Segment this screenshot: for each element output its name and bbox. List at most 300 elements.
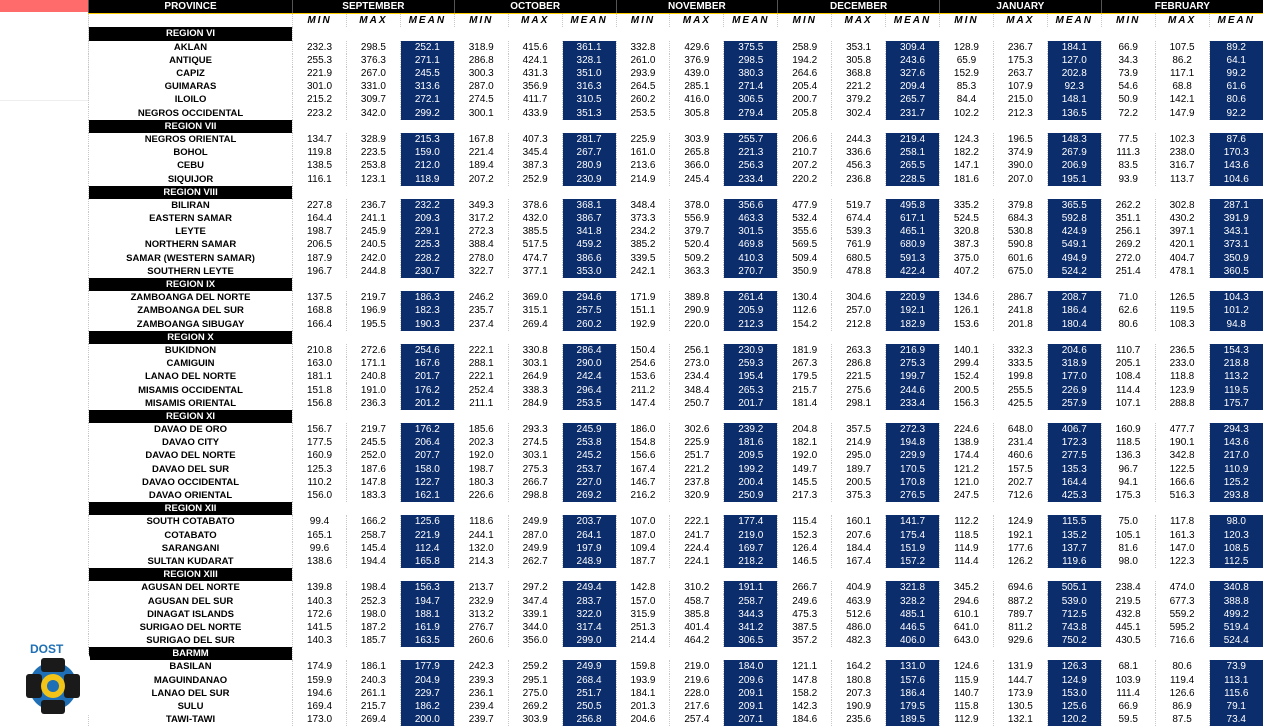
cell-min: 114.4 xyxy=(939,555,993,568)
cell-max: 187.6 xyxy=(346,463,400,476)
cell-min: 181.6 xyxy=(939,172,993,185)
cell-mean: 176.2 xyxy=(400,423,454,436)
cell-min: 115.9 xyxy=(939,674,993,687)
cell-min: 355.6 xyxy=(778,225,832,238)
cell-max: 478.8 xyxy=(832,265,886,278)
cell-min: 121.1 xyxy=(778,660,832,673)
cell-max: 245.9 xyxy=(346,225,400,238)
cell-mean: 252.1 xyxy=(400,41,454,54)
cell-max: 285.1 xyxy=(670,80,724,93)
cell-max: 357.5 xyxy=(832,423,886,436)
stat-header-max: MAX xyxy=(832,14,886,28)
cell-max: 929.6 xyxy=(993,634,1047,647)
stat-header-min: MIN xyxy=(293,14,347,28)
cell-min: 105.1 xyxy=(1101,529,1155,542)
cell-mean: 469.8 xyxy=(724,238,778,251)
cell-min: 187.7 xyxy=(616,555,670,568)
cell-min: 150.4 xyxy=(616,344,670,357)
cell-max: 212.3 xyxy=(993,107,1047,120)
cell-max: 240.3 xyxy=(346,674,400,687)
cell-mean: 306.5 xyxy=(724,634,778,647)
cell-mean: 119.5 xyxy=(1209,383,1263,396)
table-row xyxy=(89,700,1264,713)
cell-max: 228.0 xyxy=(670,687,724,700)
cell-max: 274.5 xyxy=(508,436,562,449)
cell-mean: 249.4 xyxy=(562,581,616,594)
cell-max: 675.0 xyxy=(993,265,1047,278)
cell-min: 322.7 xyxy=(454,265,508,278)
cell-max: 236.5 xyxy=(1155,344,1209,357)
cell-min: 156.8 xyxy=(293,397,347,410)
cell-max: 377.1 xyxy=(508,265,562,278)
cell-mean: 306.5 xyxy=(724,93,778,106)
cell-min: 181.9 xyxy=(778,344,832,357)
cell-mean: 391.9 xyxy=(1209,212,1263,225)
cell-max: 474.0 xyxy=(1155,581,1209,594)
cell-max: 252.3 xyxy=(346,594,400,607)
cell-mean: 368.1 xyxy=(562,199,616,212)
cell-max: 433.9 xyxy=(508,107,562,120)
cell-min: 85.3 xyxy=(939,80,993,93)
cell-mean: 219.4 xyxy=(886,133,940,146)
cell-min: 200.7 xyxy=(778,93,832,106)
cell-mean: 186.4 xyxy=(1047,304,1101,317)
cell-min: 194.6 xyxy=(293,687,347,700)
cell-min: 204.6 xyxy=(616,713,670,726)
cell-min: 172.6 xyxy=(293,608,347,621)
cell-max: 207.0 xyxy=(993,172,1047,185)
cell-min: 213.7 xyxy=(454,581,508,594)
cell-max: 431.3 xyxy=(508,67,562,80)
cell-min: 205.8 xyxy=(778,107,832,120)
cell-max: 463.9 xyxy=(832,594,886,607)
cell-min: 152.9 xyxy=(939,67,993,80)
cell-max: 241.7 xyxy=(670,529,724,542)
cell-min: 193.9 xyxy=(616,674,670,687)
cell-mean: 276.5 xyxy=(886,489,940,502)
cell-mean: 495.8 xyxy=(886,199,940,212)
cell-max: 255.5 xyxy=(993,383,1047,396)
cell-max: 407.3 xyxy=(508,133,562,146)
cell-mean: 617.1 xyxy=(886,212,940,225)
cell-max: 122.5 xyxy=(1155,463,1209,476)
cell-max: 245.4 xyxy=(670,172,724,185)
cell-min: 65.9 xyxy=(939,54,993,67)
cell-min: 118.6 xyxy=(454,515,508,528)
cell-min: 110.2 xyxy=(293,476,347,489)
cell-max: 338.3 xyxy=(508,383,562,396)
cell-mean: 94.8 xyxy=(1209,318,1263,331)
cell-min: 98.0 xyxy=(1101,555,1155,568)
cell-max: 252.0 xyxy=(346,449,400,462)
cell-max: 144.7 xyxy=(993,674,1047,687)
cell-min: 111.4 xyxy=(1101,687,1155,700)
cell-min: 301.0 xyxy=(293,80,347,93)
province-name: DAVAO ORIENTAL xyxy=(89,489,293,502)
cell-min: 211.1 xyxy=(454,397,508,410)
cell-mean: 233.4 xyxy=(886,397,940,410)
cell-max: 198.0 xyxy=(346,608,400,621)
cell-max: 684.3 xyxy=(993,212,1047,225)
province-name: DAVAO CITY xyxy=(89,436,293,449)
cell-mean: 265.3 xyxy=(724,383,778,396)
province-name: GUIMARAS xyxy=(89,80,293,93)
cell-max: 811.2 xyxy=(993,621,1047,634)
cell-min: 226.6 xyxy=(454,489,508,502)
cell-mean: 254.6 xyxy=(400,344,454,357)
cell-min: 94.1 xyxy=(1101,476,1155,489)
cell-min: 430.5 xyxy=(1101,634,1155,647)
cell-min: 166.4 xyxy=(293,318,347,331)
cell-mean: 188.1 xyxy=(400,608,454,621)
cell-min: 242.3 xyxy=(454,660,508,673)
province-name: DINAGAT ISLANDS xyxy=(89,608,293,621)
cell-mean: 207.1 xyxy=(724,713,778,726)
cell-max: 304.6 xyxy=(832,291,886,304)
month-header: JANUARY xyxy=(939,0,1101,14)
cell-mean: 221.9 xyxy=(400,529,454,542)
province-name: SULU xyxy=(89,700,293,713)
cell-min: 114.9 xyxy=(939,542,993,555)
table-row xyxy=(89,515,1264,528)
region-row-spacer xyxy=(293,278,1263,291)
month-header: DECEMBER xyxy=(778,0,940,14)
table-row xyxy=(89,172,1264,185)
province-name: DAVAO DEL NORTE xyxy=(89,449,293,462)
cell-mean: 162.1 xyxy=(400,489,454,502)
cell-min: 154.2 xyxy=(778,318,832,331)
province-name: DAVAO DEL SUR xyxy=(89,463,293,476)
cell-max: 256.1 xyxy=(670,344,724,357)
cell-max: 404.7 xyxy=(1155,252,1209,265)
province-name: ILOILO xyxy=(89,93,293,106)
cell-min: 385.2 xyxy=(616,238,670,251)
cell-min: 132.0 xyxy=(454,542,508,555)
cell-min: 299.4 xyxy=(939,357,993,370)
cell-max: 509.2 xyxy=(670,252,724,265)
cell-min: 128.9 xyxy=(939,41,993,54)
cell-mean: 318.9 xyxy=(1047,357,1101,370)
cell-mean: 180.4 xyxy=(1047,318,1101,331)
cell-max: 207.3 xyxy=(832,687,886,700)
month-header: SEPTEMBER xyxy=(293,0,455,14)
cell-max: 328.9 xyxy=(346,133,400,146)
stat-header-max: MAX xyxy=(993,14,1047,28)
table-row xyxy=(89,555,1264,568)
cell-min: 532.4 xyxy=(778,212,832,225)
cell-mean: 328.2 xyxy=(886,594,940,607)
cell-min: 121.2 xyxy=(939,463,993,476)
cell-mean: 259.3 xyxy=(724,357,778,370)
cell-max: 175.3 xyxy=(993,54,1047,67)
cell-min: 192.0 xyxy=(778,449,832,462)
cell-mean: 113.2 xyxy=(1209,370,1263,383)
cell-max: 147.0 xyxy=(1155,542,1209,555)
cell-min: 375.0 xyxy=(939,252,993,265)
cell-min: 119.8 xyxy=(293,146,347,159)
cell-max: 236.7 xyxy=(346,199,400,212)
cell-mean: 143.6 xyxy=(1209,159,1263,172)
cell-max: 379.7 xyxy=(670,225,724,238)
cell-max: 376.3 xyxy=(346,54,400,67)
cell-max: 102.3 xyxy=(1155,133,1209,146)
cell-mean: 218.8 xyxy=(1209,357,1263,370)
cell-mean: 200.0 xyxy=(400,713,454,726)
cell-mean: 159.0 xyxy=(400,146,454,159)
cell-max: 287.0 xyxy=(508,529,562,542)
cell-max: 244.3 xyxy=(832,133,886,146)
cell-min: 239.4 xyxy=(454,700,508,713)
cell-min: 225.9 xyxy=(616,133,670,146)
cell-max: 212.8 xyxy=(832,318,886,331)
table-row xyxy=(89,370,1264,383)
cell-mean: 225.3 xyxy=(400,238,454,251)
cell-max: 214.9 xyxy=(832,436,886,449)
cell-max: 348.4 xyxy=(670,383,724,396)
cell-min: 152.3 xyxy=(778,529,832,542)
cell-mean: 215.3 xyxy=(400,133,454,146)
cell-mean: 425.3 xyxy=(1047,489,1101,502)
cell-max: 269.4 xyxy=(508,318,562,331)
cell-mean: 712.5 xyxy=(1047,608,1101,621)
cell-mean: 199.2 xyxy=(724,463,778,476)
cell-max: 119.5 xyxy=(1155,304,1209,317)
cell-mean: 209.6 xyxy=(724,674,778,687)
table-row xyxy=(89,542,1264,555)
cell-mean: 219.0 xyxy=(724,529,778,542)
cell-min: 387.3 xyxy=(939,238,993,251)
cell-mean: 191.1 xyxy=(724,581,778,594)
province-name: ZAMBOANGA DEL SUR xyxy=(89,304,293,317)
cell-mean: 209.1 xyxy=(724,700,778,713)
cell-mean: 386.6 xyxy=(562,252,616,265)
cell-mean: 265.5 xyxy=(886,159,940,172)
cell-min: 137.5 xyxy=(293,291,347,304)
cell-max: 202.7 xyxy=(993,476,1047,489)
cell-min: 205.4 xyxy=(778,80,832,93)
cell-min: 159.8 xyxy=(616,660,670,673)
cell-mean: 283.7 xyxy=(562,594,616,607)
province-name: CEBU xyxy=(89,159,293,172)
cell-max: 241.8 xyxy=(993,304,1047,317)
cell-mean: 201.7 xyxy=(724,397,778,410)
cell-mean: 277.5 xyxy=(1047,449,1101,462)
cell-max: 219.7 xyxy=(346,291,400,304)
cell-max: 267.0 xyxy=(346,67,400,80)
cell-min: 287.0 xyxy=(454,80,508,93)
cell-mean: 229.7 xyxy=(400,687,454,700)
cell-mean: 190.3 xyxy=(400,318,454,331)
cell-min: 59.5 xyxy=(1101,713,1155,726)
region-row-spacer xyxy=(293,647,1263,660)
cell-max: 456.3 xyxy=(832,159,886,172)
cell-mean: 380.3 xyxy=(724,67,778,80)
cell-max: 887.2 xyxy=(993,594,1047,607)
cell-max: 122.3 xyxy=(1155,555,1209,568)
cell-max: 249.9 xyxy=(508,515,562,528)
table-row xyxy=(89,212,1264,225)
region-label: REGION VI xyxy=(89,27,293,40)
cell-mean: 186.2 xyxy=(400,700,454,713)
cell-mean: 258.7 xyxy=(724,594,778,607)
cell-min: 134.6 xyxy=(939,291,993,304)
cell-max: 145.4 xyxy=(346,542,400,555)
cell-min: 339.5 xyxy=(616,252,670,265)
cell-min: 252.4 xyxy=(454,383,508,396)
cell-min: 251.4 xyxy=(1101,265,1155,278)
region-row xyxy=(89,120,1264,133)
cell-mean: 253.7 xyxy=(562,463,616,476)
region-row-spacer xyxy=(293,186,1263,199)
cell-min: 320.8 xyxy=(939,225,993,238)
month-header: OCTOBER xyxy=(454,0,616,14)
cell-max: 303.1 xyxy=(508,449,562,462)
province-name: LANAO DEL NORTE xyxy=(89,370,293,383)
region-row xyxy=(89,647,1264,660)
cell-min: 157.0 xyxy=(616,594,670,607)
cell-max: 674.4 xyxy=(832,212,886,225)
cell-max: 237.8 xyxy=(670,476,724,489)
cell-max: 236.3 xyxy=(346,397,400,410)
cell-mean: 231.7 xyxy=(886,107,940,120)
table-row xyxy=(89,489,1264,502)
cell-mean: 101.2 xyxy=(1209,304,1263,317)
cell-mean: 197.9 xyxy=(562,542,616,555)
cell-max: 439.0 xyxy=(670,67,724,80)
cell-min: 66.9 xyxy=(1101,41,1155,54)
cell-max: 376.9 xyxy=(670,54,724,67)
cell-min: 185.6 xyxy=(454,423,508,436)
cell-mean: 218.2 xyxy=(724,555,778,568)
cell-max: 269.2 xyxy=(508,700,562,713)
cell-max: 220.0 xyxy=(670,318,724,331)
cell-max: 424.1 xyxy=(508,54,562,67)
table-row xyxy=(89,199,1264,212)
cell-max: 200.5 xyxy=(832,476,886,489)
cell-mean: 170.5 xyxy=(886,463,940,476)
cell-mean: 353.0 xyxy=(562,265,616,278)
table-row xyxy=(89,397,1264,410)
cell-min: 198.7 xyxy=(454,463,508,476)
cell-min: 112.6 xyxy=(778,304,832,317)
cell-mean: 135.2 xyxy=(1047,529,1101,542)
cell-mean: 328.1 xyxy=(562,54,616,67)
cell-mean: 118.9 xyxy=(400,172,454,185)
cell-mean: 194.7 xyxy=(400,594,454,607)
cell-max: 68.8 xyxy=(1155,80,1209,93)
cell-mean: 250.5 xyxy=(562,700,616,713)
cell-mean: 375.5 xyxy=(724,41,778,54)
cell-min: 407.2 xyxy=(939,265,993,278)
cell-min: 204.8 xyxy=(778,423,832,436)
cell-mean: 165.8 xyxy=(400,555,454,568)
cell-mean: 281.7 xyxy=(562,133,616,146)
cell-max: 316.7 xyxy=(1155,159,1209,172)
cell-max: 286.8 xyxy=(832,357,886,370)
cell-mean: 158.0 xyxy=(400,463,454,476)
cell-max: 196.5 xyxy=(993,133,1047,146)
cell-min: 206.5 xyxy=(293,238,347,251)
cell-mean: 743.8 xyxy=(1047,621,1101,634)
cell-max: 119.4 xyxy=(1155,674,1209,687)
cell-min: 71.0 xyxy=(1101,291,1155,304)
cell-max: 379.8 xyxy=(993,199,1047,212)
cell-mean: 92.3 xyxy=(1047,80,1101,93)
cell-max: 286.7 xyxy=(993,291,1047,304)
cell-max: 556.9 xyxy=(670,212,724,225)
region-row-spacer xyxy=(293,502,1263,515)
cell-min: 232.9 xyxy=(454,594,508,607)
cell-mean: 186.3 xyxy=(400,291,454,304)
cell-mean: 204.9 xyxy=(400,674,454,687)
region-label: REGION XI xyxy=(89,410,293,423)
cell-max: 539.3 xyxy=(832,225,886,238)
cell-mean: 148.1 xyxy=(1047,93,1101,106)
cell-min: 134.7 xyxy=(293,133,347,146)
cell-mean: 410.3 xyxy=(724,252,778,265)
cell-min: 236.1 xyxy=(454,687,508,700)
cell-min: 200.5 xyxy=(939,383,993,396)
cell-mean: 296.4 xyxy=(562,383,616,396)
cell-min: 142.3 xyxy=(778,700,832,713)
cell-mean: 287.1 xyxy=(1209,199,1263,212)
cell-min: 641.0 xyxy=(939,621,993,634)
cell-max: 250.7 xyxy=(670,397,724,410)
table-row xyxy=(89,634,1264,647)
table-row xyxy=(89,423,1264,436)
province-name: SURIGAO DEL NORTE xyxy=(89,621,293,634)
province-name: LANAO DEL SUR xyxy=(89,687,293,700)
cell-max: 113.7 xyxy=(1155,172,1209,185)
cell-max: 416.0 xyxy=(670,93,724,106)
cell-mean: 356.6 xyxy=(724,199,778,212)
cell-min: 81.6 xyxy=(1101,542,1155,555)
cell-min: 163.0 xyxy=(293,357,347,370)
table-row xyxy=(89,252,1264,265)
cell-mean: 161.9 xyxy=(400,621,454,634)
cell-max: 344.0 xyxy=(508,621,562,634)
cell-min: 147.8 xyxy=(778,674,832,687)
cell-max: 265.8 xyxy=(670,146,724,159)
cell-min: 272.3 xyxy=(454,225,508,238)
cell-min: 249.6 xyxy=(778,594,832,607)
province-name: TAWI-TAWI xyxy=(89,713,293,726)
cell-max: 298.1 xyxy=(832,397,886,410)
cell-min: 246.2 xyxy=(454,291,508,304)
cell-max: 192.1 xyxy=(993,529,1047,542)
cell-min: 207.2 xyxy=(454,172,508,185)
cell-mean: 221.3 xyxy=(724,146,778,159)
province-name: SARANGANI xyxy=(89,542,293,555)
cell-min: 125.3 xyxy=(293,463,347,476)
cell-min: 256.1 xyxy=(1101,225,1155,238)
cell-min: 181.1 xyxy=(293,370,347,383)
cell-mean: 153.0 xyxy=(1047,687,1101,700)
cell-mean: 265.7 xyxy=(886,93,940,106)
cell-mean: 192.1 xyxy=(886,304,940,317)
cell-min: 242.1 xyxy=(616,265,670,278)
cell-max: 305.8 xyxy=(670,107,724,120)
cell-mean: 189.5 xyxy=(886,713,940,726)
cell-mean: 351.3 xyxy=(562,107,616,120)
cell-min: 207.2 xyxy=(778,159,832,172)
cell-max: 166.2 xyxy=(346,515,400,528)
cell-min: 168.8 xyxy=(293,304,347,317)
slide-left-panel xyxy=(0,12,89,101)
cell-mean: 184.1 xyxy=(1047,41,1101,54)
cell-mean: 176.2 xyxy=(400,383,454,396)
cell-min: 223.2 xyxy=(293,107,347,120)
